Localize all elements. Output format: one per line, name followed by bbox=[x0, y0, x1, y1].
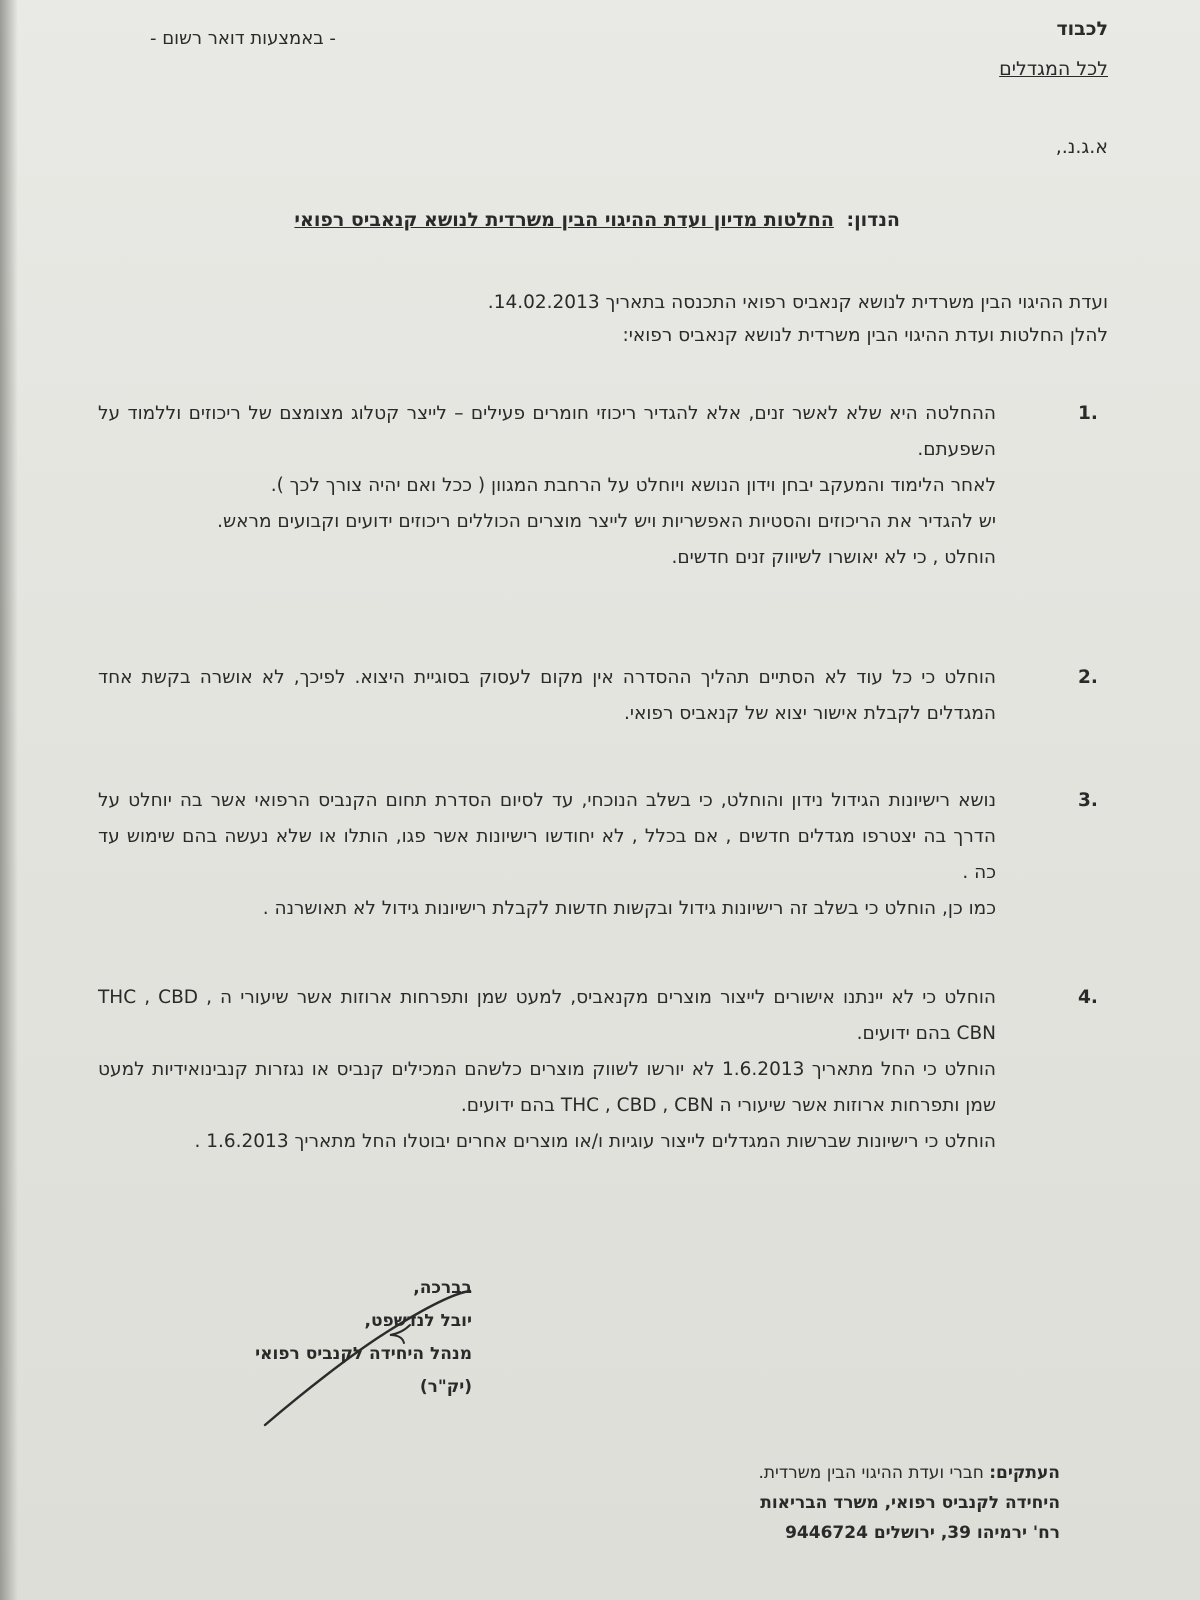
intro-line: ועדת ההיגוי הבין משרדית לנושא קנאביס רפואי התכנסה בתאריך 14.02.2013. bbox=[487, 292, 1108, 313]
item-paragraph: כמו כן, הוחלט כי בשלב זה רישיונות גידול ובקשות חדשות לקבלת רישיונות גידול לא תאושרנה . bbox=[262, 898, 996, 919]
item-paragraph: ההחלטה היא שלא לאשר זנים, אלא להגדיר ריכוזי חומרים פעילים – לייצר קטלוג מצומצם של ריכוזים וללמוד על השפעתם. bbox=[98, 403, 996, 460]
item-number: 1. bbox=[1078, 403, 1098, 424]
greeting: א.ג.נ., bbox=[1055, 136, 1108, 158]
signer-title: מנהל היחידה לקנביס רפואי bbox=[255, 1344, 472, 1364]
item-paragraph: הוחלט כי החל מתאריך 1.6.2013 לא יורשו לשווק מוצרים כלשהם המכילים קנביס או נגזרות קנבינואידיות למעט שמן ותפרחות ארוזות אשר שיעורי ה THC , CBD , CBN בהם ידועים. bbox=[98, 1059, 996, 1116]
item-paragraph: לאחר הלימוד והמעקב יבחן וידון הנושא ויוחלט על הרחבת המגוון ( ככל ואם יהיה צורך לכך ). bbox=[270, 475, 996, 496]
signer-name: יובל לנדשפט, bbox=[364, 1311, 472, 1331]
closing: בברכה, bbox=[413, 1278, 472, 1298]
cc-recipients: חברי ועדת ההיגוי הבין משרדית. bbox=[758, 1463, 984, 1483]
decision-item-4 bbox=[98, 980, 1108, 1160]
signer-note: (יק"ר) bbox=[419, 1377, 472, 1397]
intro-line: להלן החלטות ועדת ההיגוי הבין משרדית לנושא קנאביס רפואי: bbox=[622, 325, 1108, 346]
recipient-line: לכל המגדלים bbox=[999, 58, 1108, 80]
item-paragraph: הוחלט כי כל עוד לא הסתיים תהליך ההסדרה אין מקום לעסוק בסוגיית היצוא. לפיכך, לא אושרה בקשת אחד המגדלים לקבלת אישור יצוא של קנאביס רפואי. bbox=[98, 667, 996, 724]
item-paragraph: הוחלט כי רישיונות שברשות המגדלים לייצור עוגיות ו/או מוצרים אחרים יבוטלו החל מתאריך 1.6.2013 . bbox=[194, 1131, 996, 1152]
sender-unit: היחידה לקנביס רפואי, משרד הבריאות bbox=[760, 1493, 1060, 1513]
decision-item-3 bbox=[98, 783, 1108, 927]
recipient-title: לכבוד bbox=[1056, 18, 1108, 40]
item-number: 2. bbox=[1078, 667, 1098, 688]
cc-label: העתקים: bbox=[989, 1463, 1060, 1483]
decision-item-2 bbox=[98, 660, 1108, 732]
item-paragraph: הוחלט , כי לא יאושרו לשיווק זנים חדשים. bbox=[671, 547, 996, 568]
page-edge-shadow bbox=[0, 0, 18, 1600]
handwritten-signature bbox=[260, 1285, 480, 1435]
delivery-method: - באמצעות דואר רשום - bbox=[150, 28, 336, 49]
item-number: 4. bbox=[1078, 987, 1098, 1008]
item-paragraph: יש להגדיר את הריכוזים והסטיות האפשריות ויש לייצר מוצרים הכוללים ריכוזים ידועים וקבועים מראש. bbox=[217, 511, 996, 532]
cc-line bbox=[360, 1458, 1060, 1488]
subject-label: הנדון: bbox=[846, 209, 900, 231]
item-paragraph: הוחלט כי לא יינתנו אישורים לייצור מוצרים מקנאביס, למעט שמן ותפרחות ארוזות אשר שיעורי ה THC , CBD , CBN בהם ידועים. bbox=[98, 987, 996, 1044]
intro-paragraph bbox=[108, 286, 1108, 352]
sender-address: רח' ירמיהו 39, ירושלים 9446724 bbox=[785, 1523, 1060, 1543]
item-number: 3. bbox=[1078, 790, 1098, 811]
decision-item-1 bbox=[98, 396, 1108, 576]
copies-block bbox=[360, 1458, 1060, 1548]
subject-line bbox=[294, 209, 900, 231]
item-paragraph: נושא רישיונות הגידול נידון והוחלט, כי בשלב הנוכחי, עד לסיום הסדרת תחום הקנביס הרפואי אשר בה יוחלט על הדרך בה יצטרפו מגדלים חדשים , אם בכלל , לא יחודשו רישיונות אשר פגו, הותלו או שלא נעשה בהם שימוש עד כה . bbox=[98, 790, 996, 883]
subject-text: החלטות מדיון ועדת ההיגוי הבין משרדית לנושא קנאביס רפואי bbox=[294, 209, 834, 231]
